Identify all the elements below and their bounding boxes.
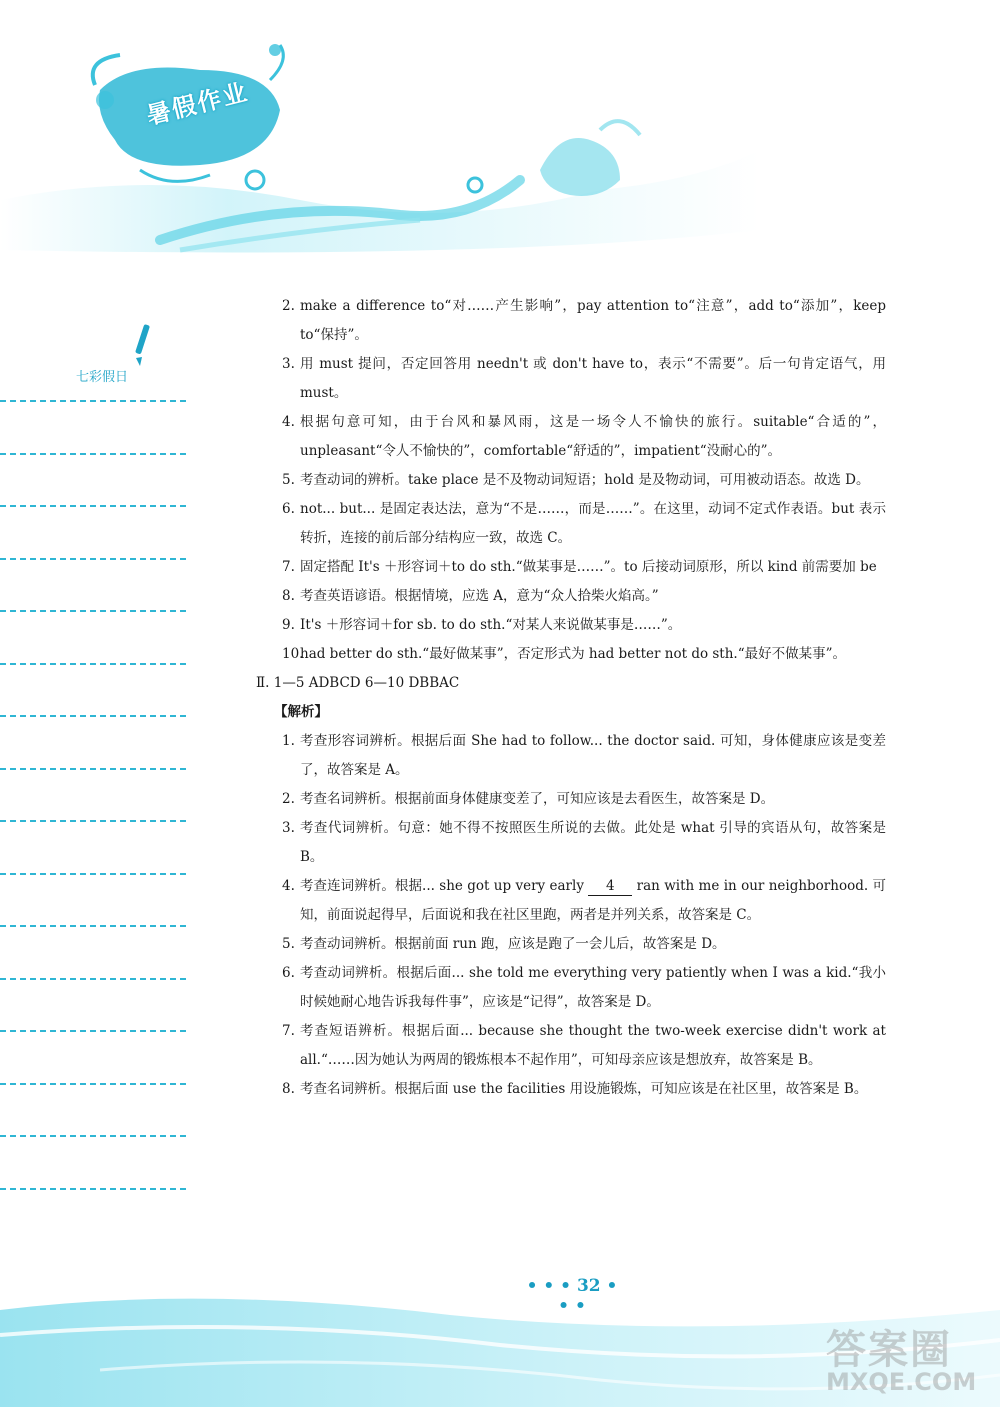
note-line xyxy=(0,715,186,717)
analysis-item: 1. 考查形容词辨析。根据后面 She had to follow... the doctor said. 可知，身体健康应该是变差了，故答案是 A。 xyxy=(282,733,886,778)
analysis-item: 5. 考查动词辨析。根据前面 run 跑，应该是跑了一会儿后，故答案是 D。 xyxy=(282,936,726,952)
analysis-tag: 【解析】 xyxy=(274,704,328,720)
analysis-item: 3. 考查代词辨析。句意：她不得不按照医生所说的去做。此处是 what 引导的宾语从句，故答案是 B。 xyxy=(282,820,886,865)
note-line xyxy=(0,663,186,665)
answer-item: 5. 考查动词的辨析。take place 是不及物动词短语；hold 是及物动词，可用被动语态。故选 D。 xyxy=(282,472,870,488)
analysis-item: 2. 考查名词辨析。根据前面身体健康变差了，可知应该是去看医生，故答案是 D。 xyxy=(282,791,775,807)
watermark xyxy=(826,1318,1000,1404)
answer-blank: 4 xyxy=(588,877,632,896)
note-line xyxy=(0,820,186,822)
note-line xyxy=(0,873,186,875)
answer-item: 3. 用 must 提问，否定回答用 needn't 或 don't have to，表示“不需要”。后一句肯定语气，用 must。 xyxy=(282,356,886,401)
analysis-item: 6. 考查动词辨析。根据后面... she told me everything very patiently when I was a kid.“我小时候她耐心地告诉我每件事”，应该是“记得”，故答案是 D。 xyxy=(282,965,886,1010)
analysis-item: 7. 考查短语辨析。根据后面... because she thought the two-week exercise didn't work at all.“……因为她认为两周的锻炼根本不起作用”，可知母亲应该是想放弃，故答案是 B。 xyxy=(282,1023,886,1068)
page-number: • • • 32 • • • xyxy=(526,1276,618,1316)
analysis-item: 4. 考查连词辨析。根据... she got up very early 4 ran with me in our neighborhood. 可知，前面说起得早，后面说和我在社区里跑，两者是并列关系，故答案是 C。 xyxy=(282,878,886,923)
note-line xyxy=(0,1188,186,1190)
sidebar-label: 七彩假日 xyxy=(76,370,129,385)
note-line xyxy=(0,558,186,560)
note-line xyxy=(0,400,186,402)
note-line xyxy=(0,978,186,980)
note-line xyxy=(0,768,186,770)
watermark-en: MXQE.COM xyxy=(826,1368,977,1396)
answer-content xyxy=(256,292,886,1104)
note-line xyxy=(0,610,186,612)
note-line xyxy=(0,1030,186,1032)
answer-item: 4. 根据句意可知，由于台风和暴风雨，这是一场令人不愉快的旅行。suitable“合适的”，unpleasant“令人不愉快的”，comfortable“舒适的”，impatient“没耐心的”。 xyxy=(282,414,886,459)
note-line xyxy=(0,453,186,455)
header-title: 暑假作业 xyxy=(143,77,252,131)
pen-icon xyxy=(132,322,150,366)
note-lines xyxy=(0,400,190,1240)
watermark-cn: 答案圈 xyxy=(826,1327,952,1373)
note-line xyxy=(0,1083,186,1085)
section-heading: Ⅱ. 1—5 ADBCD 6—10 DBBAC xyxy=(256,675,460,691)
note-line xyxy=(0,925,186,927)
answer-item: 8. 考查英语谚语。根据情境，应选 A，意为“众人拾柴火焰高。” xyxy=(282,588,659,604)
answer-item: 7. 固定搭配 It's ＋形容词＋to do sth.“做某事是……”。to 后接动词原形，所以 kind 前需要加 be xyxy=(282,559,877,575)
answer-item: 9. It's ＋形容词＋for sb. to do sth.“对某人来说做某事是……”。 xyxy=(282,617,682,633)
answer-item: 6. not... but... 是固定表达法，意为“不是……，而是……”。在这里，动词不定式作表语。but 表示转折，连接的前后部分结构应一致，故选 C。 xyxy=(282,501,886,546)
answer-item: 2. make a difference to“对……产生影响”，pay attention to“注意”，add to“添加”，keep to“保持”。 xyxy=(282,298,886,343)
answer-item: 10. had better do sth.“最好做某事”，否定形式为 had better not do sth.“最好不做某事”。 xyxy=(282,646,847,662)
note-line xyxy=(0,505,186,507)
analysis-item: 8. 考查名词辨析。根据后面 use the facilities 用设施锻炼，可知应该是在社区里，故答案是 B。 xyxy=(282,1081,868,1097)
note-line xyxy=(0,1135,186,1137)
